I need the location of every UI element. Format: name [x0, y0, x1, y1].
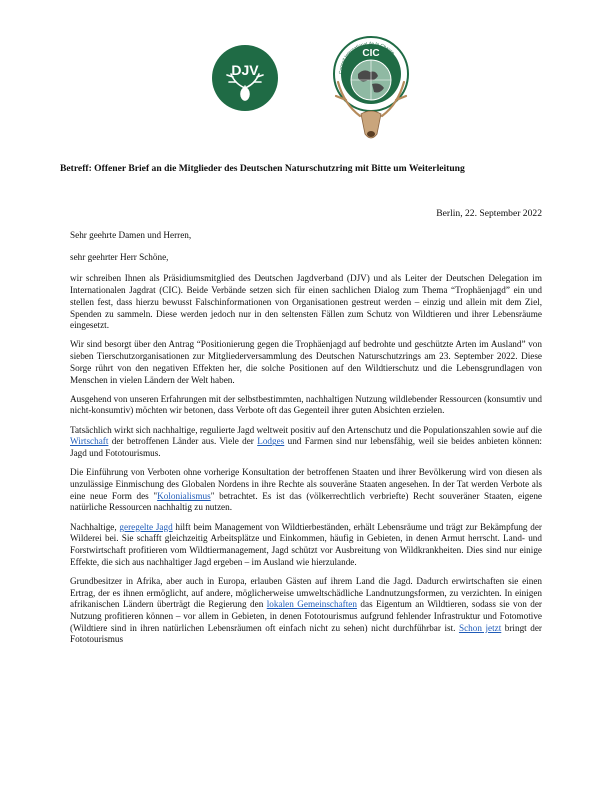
link-lokale-gemeinschaften[interactable]: lokalen Gemeinschaften [266, 599, 357, 610]
globe-icon [351, 60, 391, 100]
cic-logo [330, 30, 412, 146]
paragraph-6: Nachhaltige, geregelte Jagd hilft beim Management von Wildtierbeständen, erhält Lebensräume und trägt zur Bekämpfung der Wilderei bei. Sie schafft gleichzeitig Arbeitsplätze und Einkommen, häufig in Gebieten, in denen Armut herrscht. Land- und Forstwirtschaft profitieren vom Wildtiermanagement, Jagd schützt vor Ausbreitung von Wildkrankheiten. Dies sind nur einige Effekte, die sich aus nachhaltiger Jagd ergeben – im Ausland wie hierzulande. [70, 521, 542, 567]
salutation-general: Sehr geehrte Damen und Herren, [70, 230, 192, 240]
paragraph-7: Grundbesitzer in Afrika, aber auch in Europa, erlauben Gästen auf ihrem Land die Jagd. Dadurch erwirtschaften sie einen Ertrag, der es ihnen ermöglicht, auf andere, möglicherweise umweltschädliche Landnutzungsformen, zu verzichten. In einigen afrikanischen Ländern überträgt die Regierung den lokalen Gemeinschaften das Eigentum an Wildtieren, sodass sie von der Nutzung profitieren können – vor allem in Gebieten, in denen Fototourismus aufgrund fehlender Infrastruktur und Fotomotive (Wildtiere sind in ihren natürlichen Lebensräumen oft einfach nicht zu sehen) nicht durchführbar ist. Schon jetzt bringt der Fototourismus [70, 575, 542, 645]
letter-date: Berlin, 22. September 2022 [436, 208, 542, 219]
cic-ring-text: Conseil International de la Chasse [337, 40, 396, 75]
letterhead-logos [0, 30, 612, 155]
salutation-personal: sehr geehrter Herr Schöne, [70, 251, 169, 262]
link-wirtschaft[interactable]: Wirtschaft [70, 436, 109, 447]
link-kolonialismus[interactable]: Kolonialismus [157, 490, 211, 501]
paragraph-2: Wir sind besorgt über den Antrag “Positionierung gegen die Trophäenjagd auf bedrohte und geschützte Arten im Ausland” von sieben Tierschutzorganisationen zur Mitgliederversammlung des Deutschen Naturschutzrings am 23. September 2022. Diese Sorge rührt von den negativen Effekten her, die solche Positionen auf den Wildtierschutz und die Lebensgrundlagen von Menschen in vielen Ländern der Welt haben. [70, 339, 542, 385]
letter-body [70, 230, 542, 654]
paragraph-3: Ausgehend von unseren Erfahrungen mit der selbstbestimmten, nachhaltigen Nutzung wildlebender Ressourcen (konsumtiv und nicht-konsumtiv) möchten wir betonen, dass Verbote oft das Gegenteil ihrer guten Absichten erzielen. [70, 393, 542, 416]
stag-head-icon [361, 111, 381, 138]
cic-logo-text: CIC [362, 48, 380, 59]
djv-logo [211, 44, 279, 112]
link-geregelte-jagd[interactable]: geregelte Jagd [119, 521, 173, 532]
djv-logo-circle [212, 45, 278, 111]
letter-subject: Betreff: Offener Brief an die Mitglieder des Deutschen Naturschutzring mit Bitte um Weiterleitung [60, 163, 465, 174]
djv-logo-text: DJV [231, 62, 259, 78]
paragraph-1: wir schreiben Ihnen als Präsidiumsmitglied des Deutschen Jagdverband (DJV) und als Leiter der Deutschen Delegation im Internationalen Jagdrat (CIC). Beide Verbände setzen sich für einen sachlichen Dialog zum Thema “Trophäenjagd” ein und stellen fest, dass hierzu bewusst Falschinformationen von Organisationen gestreut werden – einzig und allein mit dem Ziel, Spenden zu sammeln. Diese werden jedoch nur in den seltensten Fällen zum Schutz von Wildtieren und ihrer Lebensräume eingesetzt. [70, 273, 542, 331]
paragraph-4: Tatsächlich wirkt sich nachhaltige, regulierte Jagd weltweit positiv auf den Artenschutz und die Populationszahlen sowie auf die Wirtschaft der betroffenen Länder aus. Viele der Lodges und Farmen sind nur lebensfähig, weil sie beides anbieten können: Jagd und Fototourismus. [70, 424, 542, 459]
paragraph-5: Die Einführung von Verboten ohne vorherige Konsultation der betroffenen Staaten und ihrer Bevölkerung wird von diesen als unzulässige Einmischung des Globalen Nordens in ihre Rechte als souveräne Staaten angesehen. In der Tat werden Verbote als eine neue Form des "Kolonialismus" betrachtet. Es ist das (völkerrechtlich verbriefte) Recht souveräner Staaten, eigene natürliche Ressourcen nachhaltig zu nutzen. [70, 467, 542, 513]
link-schon-jetzt[interactable]: Schon jetzt [458, 622, 502, 633]
link-lodges[interactable]: Lodges [257, 436, 285, 447]
